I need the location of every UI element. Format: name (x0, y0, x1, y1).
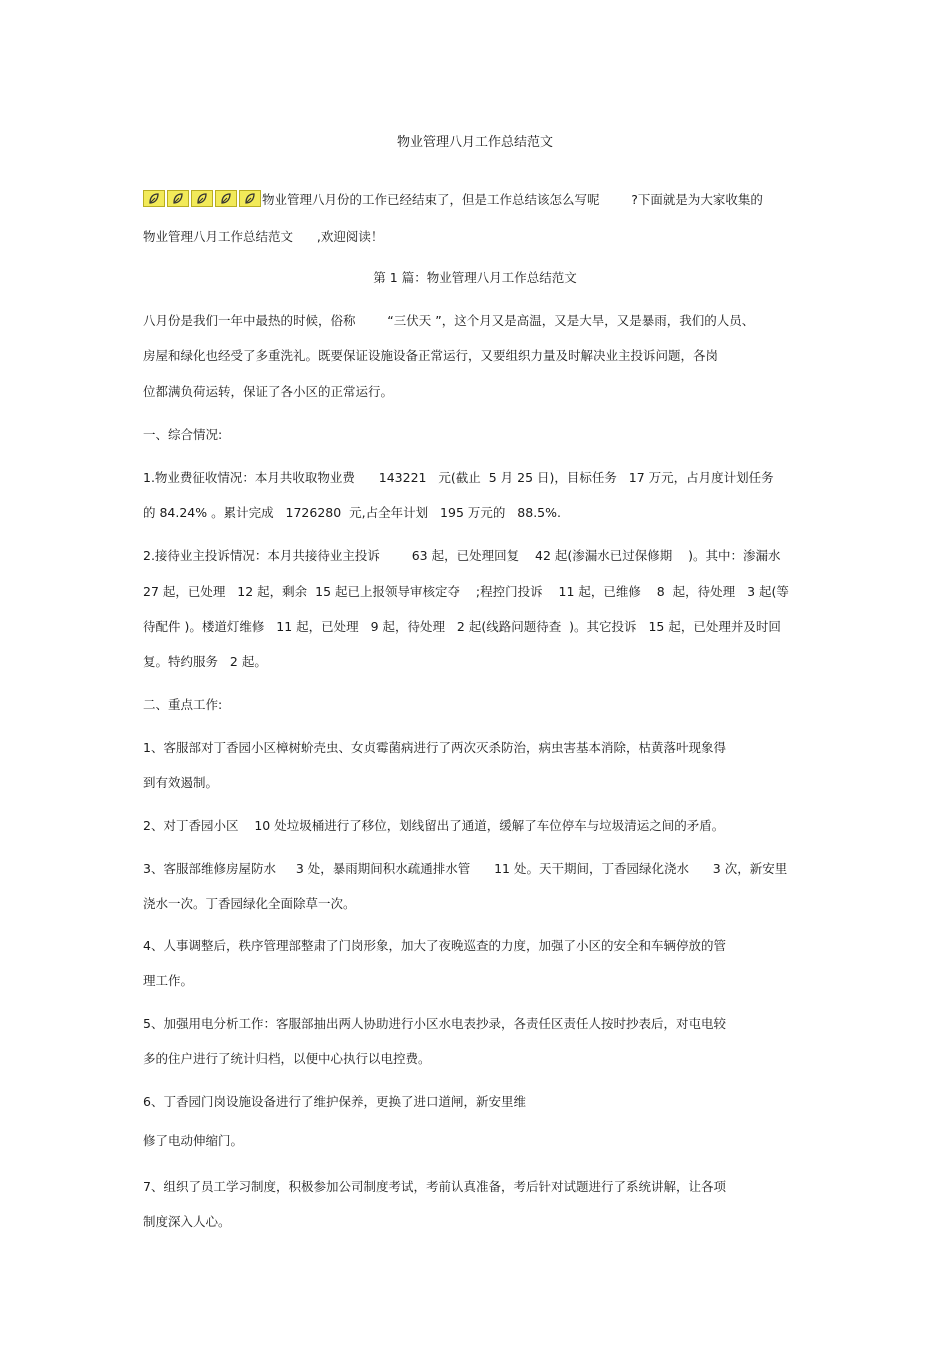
body-line: 5、加强用电分析工作：客服部抽出两人协助进行小区水电表抄录，各责任区责任人按时抄表后，对屯电较 (143, 1016, 726, 1031)
body-line: 房屋和绿化也经受了多重洗礼。既要保证设施设备正常运行，又要组织力量及时解决业主投诉问题，各岗 (143, 348, 719, 363)
body-line: 修了电动伸缩门。 (143, 1133, 244, 1148)
section-heading-2: 二、重点工作: (143, 697, 223, 712)
body-line: 到有效遏制。 (143, 775, 219, 790)
intro-line-1: 物业管理八月份的工作已经结束了，但是工作总结该怎么写呢 ?下面就是为大家收集的 (262, 192, 763, 207)
leaf-icon (239, 190, 261, 207)
body-line: 1.物业费征收情况：本月共收取物业费 143221 元(截止 5 月 25 日)，目标任务 17 万元，占月度计划任务 (143, 470, 774, 485)
section-heading: 第 1 篇：物业管理八月工作总结范文 (373, 270, 577, 285)
body-line: 7、组织了员工学习制度，积极参加公司制度考试，考前认真准备，考后针对试题进行了系统讲解，让各项 (143, 1179, 726, 1194)
body-line: 制度深入人心。 (143, 1214, 231, 1229)
body-line: 浇水一次。丁香园绿化全面除草一次。 (143, 896, 356, 911)
leaf-icon (167, 190, 189, 207)
body-line: 理工作。 (143, 973, 194, 988)
document-title: 物业管理八月工作总结范文 (396, 135, 553, 150)
body-line: 27 起，已处理 12 起，剩余 15 起已上报领导审核定夺 ;程控门投诉 11 起，已维修 8 起，待处理 3 起(等 (143, 584, 789, 599)
leaf-icon (215, 190, 237, 207)
body-line: 6、丁香园门岗设施设备进行了维护保养，更换了进口道闸，新安里维 (143, 1094, 526, 1109)
body-line: 4、人事调整后，秩序管理部整肃了门岗形象，加大了夜晚巡查的力度，加强了小区的安全和车辆停放的管 (143, 938, 726, 953)
body-line: 3、客服部维修房屋防水 3 处，暴雨期间积水疏通排水管 11 处。天干期间，丁香园绿化浇水 3 次，新安里 (143, 861, 788, 876)
body-line: 多的住户进行了统计归档，以便中心执行以电控费。 (143, 1051, 431, 1066)
body-line: 1、客服部对丁香园小区樟树蚧壳虫、女贞霉菌病进行了两次灭杀防治，病虫害基本消除，枯黄落叶现象得 (143, 740, 726, 755)
decorative-icons (143, 190, 261, 207)
body-line: 位都满负荷运转，保证了各小区的正常运行。 (143, 384, 394, 399)
body-line: 复。特约服务 2 起。 (143, 654, 267, 669)
section-heading-1: 一、综合情况: (143, 427, 223, 442)
body-line: 八月份是我们一年中最热的时候，俗称 “三伏天 ”，这个月又是高温，又是大旱，又是暴雨，我们的人员、 (143, 313, 755, 328)
leaf-icon (143, 190, 165, 207)
body-line: 2.接待业主投诉情况：本月共接待业主投诉 63 起，已处理回复 42 起(渗漏水已过保修期 )。其中：渗漏水 (143, 548, 781, 563)
intro-line-2: 物业管理八月工作总结范文 ,欢迎阅读！ (143, 229, 384, 244)
leaf-icon (191, 190, 213, 207)
body-line: 2、对丁香园小区 10 处垃圾桶进行了移位，划线留出了通道，缓解了车位停车与垃圾清运之间的矛盾。 (143, 818, 725, 833)
body-line: 的 84.24% 。累计完成 1726280 元,占全年计划 195 万元的 88.5%. (143, 505, 561, 520)
body-line: 待配件 )。楼道灯维修 11 起，已处理 9 起，待处理 2 起(线路问题待查 )。其它投诉 15 起，已处理并及时回 (143, 619, 781, 634)
